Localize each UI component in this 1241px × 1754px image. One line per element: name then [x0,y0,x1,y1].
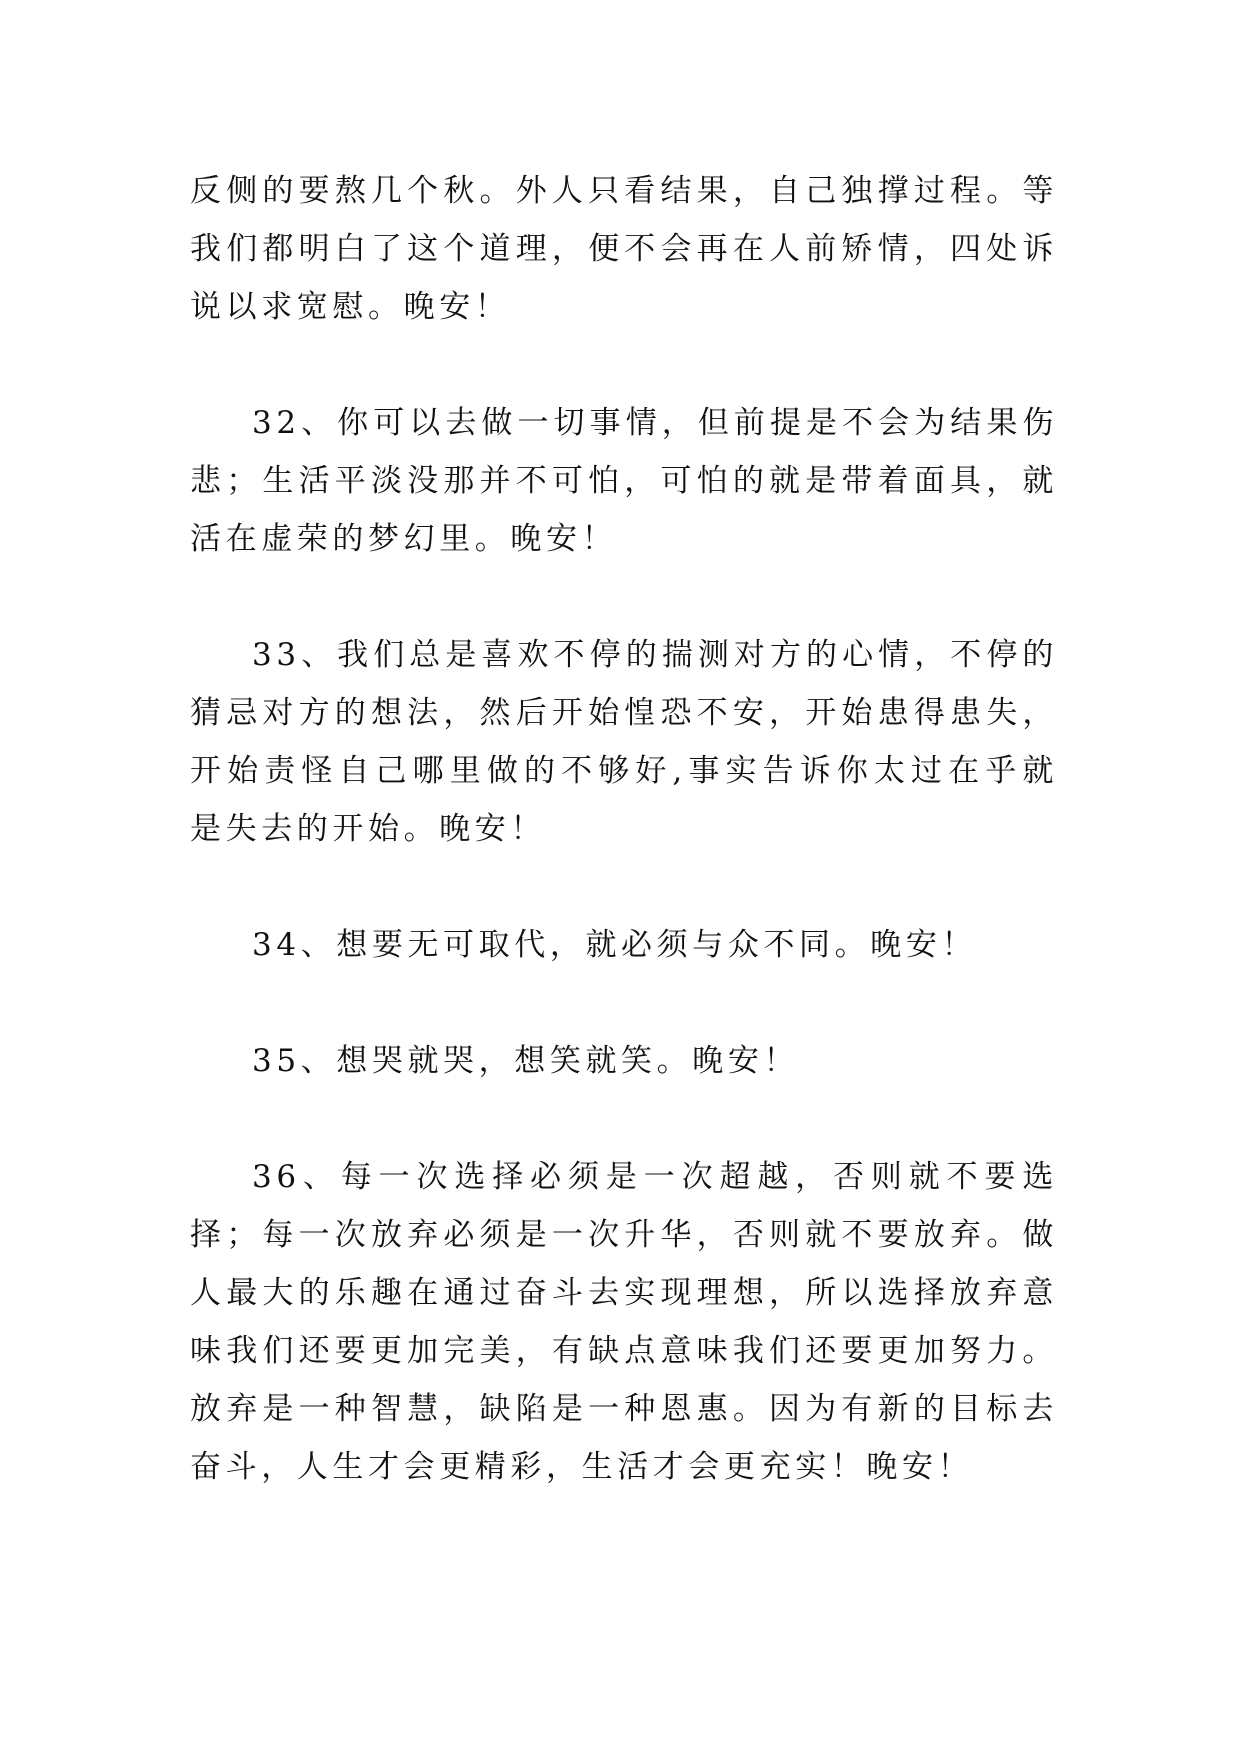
paragraph-33: 33、我们总是喜欢不停的揣测对方的心情，不停的猜忌对方的想法，然后开始惶恐不安，开始患得患失，开始责怪自己哪里做的不够好,事实告诉你太过在乎就是失去的开始。晚安！ [190,637,1058,847]
paragraph-35: 35、想哭就哭，想笑就笑。晚安！ [252,1043,800,1079]
paragraph-32: 32、你可以去做一切事情，但前提是不会为结果伤悲；生活平淡没那并不可怕，可怕的就是带着面具，就活在虚荣的梦幻里。晚安！ [190,405,1058,557]
paragraph-31-continuation: 反侧的要熬几个秋。外人只看结果，自己独撑过程。等我们都明白了这个道理，便不会再在人前矫情，四处诉说以求宽慰。晚安！ [190,173,1058,325]
paragraph-34: 34、想要无可取代，就必须与众不同。晚安！ [252,927,978,963]
paragraph-36: 36、每一次选择必须是一次超越，否则就不要选择；每一次放弃必须是一次升华，否则就不要放弃。做人最大的乐趣在通过奋斗去实现理想，所以选择放弃意味我们还要更加完美，有缺点意味我们还要更加努力。放弃是一种智慧，缺陷是一种恩惠。因为有新的目标去奋斗，人生才会更精彩，生活才会更充实！晚安！ [190,1159,1058,1485]
document-body [190,162,1058,1554]
